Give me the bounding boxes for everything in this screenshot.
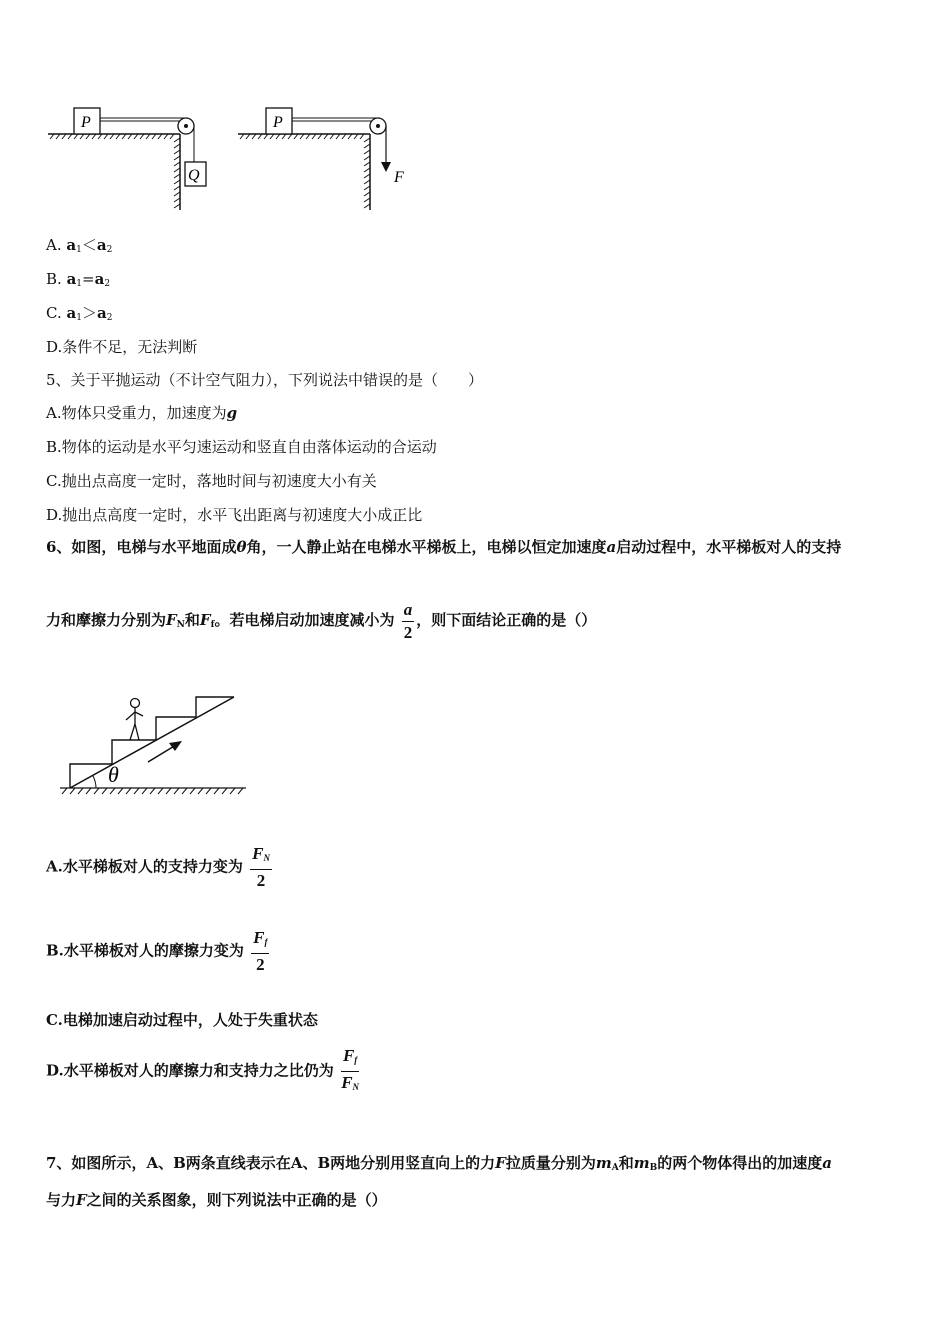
block-q-label: Q <box>188 167 200 184</box>
pulley-system-left <box>48 108 206 210</box>
pulley-system-right <box>238 108 404 210</box>
text: 之间的关系图象，则下列说法中正确的是（） <box>86 1191 387 1209</box>
var-theta: θ <box>236 538 247 556</box>
q5-option-b[interactable]: B.物体的运动是水平匀速运动和竖直自由落体运动的合运动 <box>46 438 437 456</box>
text: ，则下面结论正确的是（） <box>416 611 597 629</box>
text: 与力 <box>46 1191 77 1209</box>
escalator-figure <box>56 690 256 800</box>
option-text: A.物体只受重力，加速度为 <box>46 404 227 422</box>
text: 的两个物体得出的加速度 <box>657 1154 823 1172</box>
acceleration-arrow-head <box>169 741 182 751</box>
label-b: B <box>317 1154 331 1172</box>
text: 、 <box>302 1154 318 1172</box>
sub-n: N <box>176 620 185 630</box>
var-mb: m <box>633 1154 650 1172</box>
var-a1: a <box>66 270 77 288</box>
text: 和 <box>618 1154 634 1172</box>
text: 两条直线表示在 <box>185 1154 291 1172</box>
fraction-ff-over-fn <box>341 1047 359 1096</box>
q6-option-d[interactable] <box>46 1047 361 1096</box>
label-a: A <box>290 1154 303 1172</box>
numerator: a <box>402 601 415 622</box>
text: 两地分别用竖直向上的力 <box>330 1154 496 1172</box>
var-ma: m <box>595 1154 612 1172</box>
q7-stem-line1 <box>46 1153 832 1178</box>
force-arrow-head <box>381 162 391 172</box>
q6-stem-line2 <box>46 598 596 647</box>
q5-option-a[interactable] <box>46 403 237 423</box>
var-a2: a <box>96 304 107 322</box>
block-p-right-label: P <box>273 114 283 131</box>
numerator: F <box>252 844 264 863</box>
option-text: B.水平梯板对人的摩擦力变为 <box>46 941 244 960</box>
option-text: A.水平梯板对人的支持力变为 <box>46 857 243 876</box>
sub-2: 2 <box>106 313 113 323</box>
fraction-ff-over-2 <box>251 929 269 974</box>
text: 启动过程中，水平梯板对人的支持 <box>616 538 842 556</box>
option-prefix: A. <box>46 236 67 254</box>
sub-1: 1 <box>76 279 83 289</box>
text: 。若电梯启动加速度减小为 <box>214 611 395 629</box>
var-ff: F <box>199 611 211 629</box>
angle-theta-label: θ <box>108 762 119 787</box>
var-a: a <box>606 538 617 556</box>
q4-option-b[interactable] <box>46 269 110 294</box>
relation: = <box>82 270 95 288</box>
text: 7、如图所示， <box>46 1154 147 1172</box>
option-prefix: B. <box>46 270 67 288</box>
relation: ＞ <box>81 304 97 322</box>
option-text: D.水平梯板对人的摩擦力和支持力之比仍为 <box>46 1061 334 1080</box>
text: 和 <box>184 611 200 629</box>
q5-stem: 5、关于平抛运动（不计空气阻力），下列说法中错误的是（ ） <box>46 371 484 389</box>
sub-f: f <box>264 937 268 947</box>
var-f: F <box>76 1191 87 1209</box>
var-a: a <box>822 1154 832 1172</box>
text: 拉质量分别为 <box>505 1154 596 1172</box>
fraction-a-over-2 <box>402 601 415 642</box>
block-p-left-label: P <box>81 114 91 131</box>
sub-n: N <box>352 1082 360 1092</box>
var-f: F <box>495 1154 506 1172</box>
sub-1: 1 <box>76 245 82 255</box>
option-prefix: C. <box>46 304 67 322</box>
denominator: 2 <box>256 955 265 974</box>
pulley-figure <box>40 100 460 210</box>
sub-b: B <box>649 1163 658 1173</box>
label-a: A <box>146 1154 159 1172</box>
var-a2: a <box>96 236 107 254</box>
force-label: F <box>394 169 404 186</box>
var-g: g <box>226 404 238 422</box>
text: 、 <box>158 1154 174 1172</box>
text: 6、如图，电梯与水平地面成 <box>46 538 237 556</box>
denominator: F <box>341 1073 353 1092</box>
label-b: B <box>173 1154 186 1172</box>
person-icon <box>126 699 143 741</box>
q5-option-d[interactable]: D.抛出点高度一定时，水平飞出距离与初速度大小成正比 <box>46 506 423 524</box>
q4-option-d[interactable]: D.条件不足，无法判断 <box>46 338 198 356</box>
numerator: F <box>253 928 265 947</box>
q4-option-a[interactable] <box>46 235 112 260</box>
q6-option-b[interactable] <box>46 929 271 974</box>
var-a1: a <box>66 304 77 322</box>
sub-2: 2 <box>104 279 111 289</box>
denominator: 2 <box>256 871 266 890</box>
fraction-fn-over-2 <box>250 845 272 890</box>
var-a1: a <box>66 236 77 254</box>
q6-option-a[interactable] <box>46 845 274 890</box>
var-fn: F <box>166 611 177 629</box>
var-a2: a <box>94 270 105 288</box>
denominator: 2 <box>403 622 413 642</box>
sub-f: f <box>210 620 215 630</box>
q5-option-c[interactable]: C.抛出点高度一定时，落地时间与初速度大小有关 <box>46 472 377 490</box>
q6-option-c[interactable]: C.电梯加速启动过程中，人处于失重状态 <box>46 1011 318 1029</box>
sub-n: N <box>263 853 270 863</box>
relation: ＜ <box>81 236 97 254</box>
text: 角，一人静止站在电梯水平梯板上，电梯以恒定加速度 <box>246 538 607 556</box>
numerator: F <box>342 1046 355 1065</box>
q4-option-c[interactable] <box>46 303 112 328</box>
sub-1: 1 <box>76 313 82 323</box>
sub-f: f <box>354 1055 358 1065</box>
sub-2: 2 <box>106 245 113 255</box>
sub-a: A <box>611 1163 619 1173</box>
q7-stem-line2 <box>46 1190 387 1210</box>
q6-stem-line1 <box>46 537 841 557</box>
text: 力和摩擦力分别为 <box>46 611 167 629</box>
